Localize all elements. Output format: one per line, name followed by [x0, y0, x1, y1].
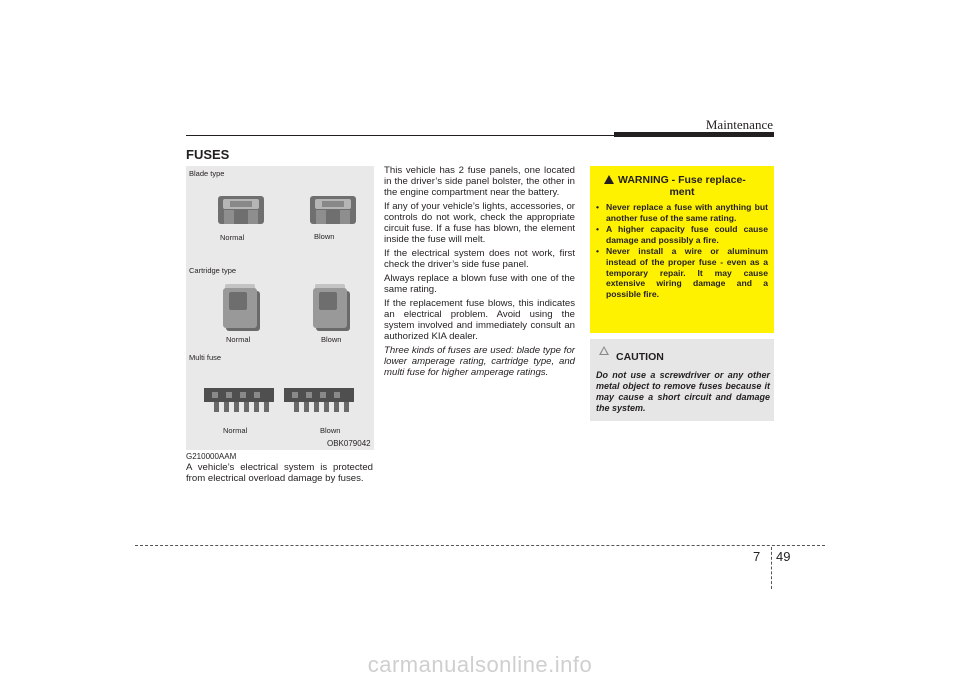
figure-code: OBK079042 — [327, 439, 371, 448]
multi-fuse-normal — [204, 388, 274, 418]
section-header: Maintenance — [705, 117, 773, 132]
warning-list — [596, 202, 768, 300]
fuse-types-illustration — [186, 166, 374, 450]
warning-icon — [604, 175, 614, 184]
multi-blown-label: Blown — [320, 426, 341, 435]
list-item: • Never replace a fuse with anything but another fuse of the same rating. — [596, 202, 768, 223]
fuse-kinds-note: Three kinds of fuses are used: blade type for lower amperage rating, cartridge type, and multi fuse for higher amperage ratings. — [384, 345, 575, 378]
paragraph: This vehicle has 2 fuse panels, one located in the driver’s side panel bolster, the other in the engine compartment near the battery. — [384, 165, 575, 198]
paragraph: If the electrical system does not work, first check the driver’s side fuse panel. — [384, 248, 575, 270]
list-item: • A higher capacity fuse could cause damage and possibly a fire. — [596, 224, 768, 245]
blade-fuse-normal — [218, 196, 264, 224]
paragraph: Always replace a blown fuse with one of the same rating. — [384, 273, 575, 295]
multi-normal-label: Normal — [223, 426, 248, 435]
warning-box: WARNING - Fuse replace- ment • Never replace a fuse with anything but another fuse of the same rating. • A higher capacity fuse could cause damage and possibly a fire. • Never install a wire or aluminum instead of the proper fuse - even as a temporary repair. It may cause extensive wiring damage and a possible fire. — [590, 166, 774, 333]
paragraph: If the replacement fuse blows, this indicates an electrical problem. Avoid using the system involved and immediately consult an authorized KIA dealer. — [384, 298, 575, 342]
paragraph: If any of your vehicle’s lights, accessories, or controls do not work, check the appropriate circuit fuse. If a fuse has blown, the element inside the fuse will melt. — [384, 201, 575, 245]
intro-paragraph: A vehicle’s electrical system is protected from electrical overload damage by fuses. — [186, 462, 373, 484]
blade-normal-label: Normal — [220, 233, 245, 242]
caution-box: CAUTION Do not use a screwdriver or any other metal object to remove fuses because it may cause a short circuit and damage the system. — [590, 339, 774, 421]
cartridge-fuse-normal — [217, 282, 261, 332]
blade-type-label: Blade type — [189, 169, 225, 178]
cartridge-fuse-blown — [307, 282, 351, 332]
cartridge-blown-label: Blown — [321, 335, 342, 344]
multi-fuse-blown — [284, 388, 354, 418]
cartridge-type-label: Cartridge type — [189, 266, 237, 275]
cartridge-normal-label: Normal — [226, 335, 251, 344]
page-number: 49 — [776, 549, 791, 564]
chapter-number: 7 — [753, 549, 761, 564]
document-code: G210000AAM — [186, 452, 237, 461]
watermark: carmanualsonline.info — [367, 652, 593, 677]
footer-divider — [771, 547, 772, 589]
caution-text: Do not use a screwdriver or any other metal object to remove fuses because it may cause a short circuit and damage the system. — [596, 370, 770, 413]
multi-fuse-label: Multi fuse — [189, 353, 222, 362]
page-title: FUSES — [186, 147, 230, 162]
caution-icon — [599, 346, 609, 355]
blade-blown-label: Blown — [314, 232, 335, 241]
header-bar — [614, 132, 774, 137]
fuse-info-column — [384, 165, 575, 381]
footer-rule — [135, 545, 825, 546]
blade-fuse-blown — [310, 196, 356, 224]
list-item: • Never install a wire or aluminum instead of the proper fuse - even as a temporary repair. It may cause extensive wiring damage and a possible fire. — [596, 246, 768, 299]
header-rule — [186, 135, 614, 136]
